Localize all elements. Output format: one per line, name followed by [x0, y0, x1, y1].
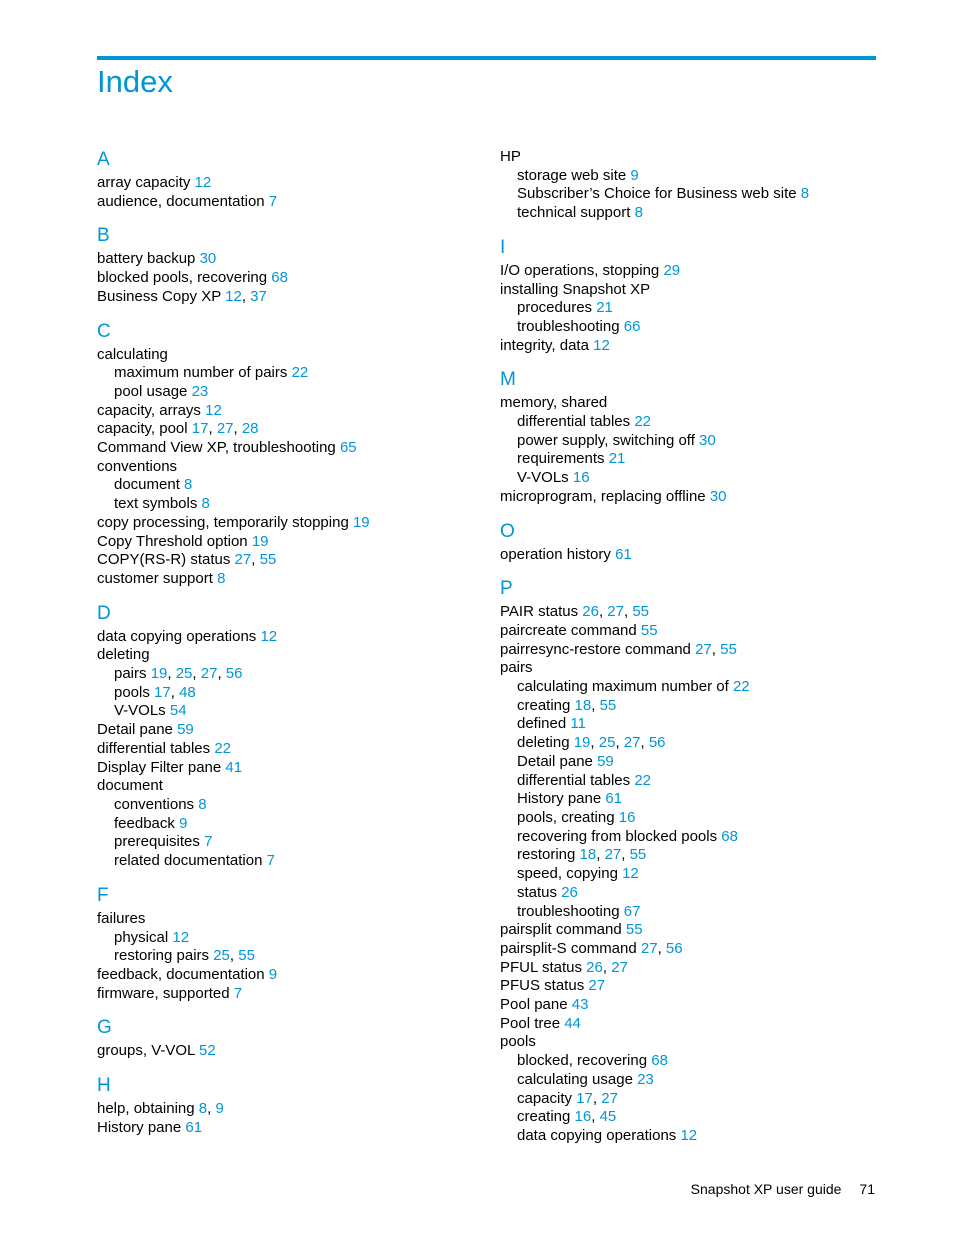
page-link[interactable]: 22: [214, 739, 231, 757]
entry-text: pairs: [114, 665, 147, 683]
page-link[interactable]: 67: [623, 902, 641, 920]
index-subentry: [500, 809, 876, 828]
index-entry: Business Copy XP 12, 37: [97, 287, 267, 305]
entry-text: status: [517, 883, 558, 901]
page-link[interactable]: 55: [720, 640, 737, 658]
entry-text: conventions: [114, 795, 195, 813]
page-link[interactable]: 68: [271, 269, 288, 287]
entry-text: calculating maximum number of: [517, 678, 729, 696]
index-entry: [97, 193, 477, 212]
page-link[interactable]: 56: [665, 939, 683, 957]
index-subentry: [97, 476, 477, 495]
entry-text: help, obtaining: [97, 1100, 195, 1118]
index-entry: help, obtaining 8, 9: [97, 1100, 224, 1118]
page-link[interactable]: 56: [648, 734, 666, 752]
page-link[interactable]: 26: [586, 958, 603, 976]
page-link[interactable]: 19: [150, 665, 168, 683]
index-entry: [97, 740, 477, 759]
entry-text: deleting: [517, 734, 570, 752]
page-link[interactable]: 26: [561, 883, 578, 901]
page-link[interactable]: 59: [597, 752, 614, 770]
index-subentry: [500, 469, 876, 488]
entry-text: feedback: [114, 814, 175, 832]
entry-text: technical support: [517, 204, 631, 222]
entry-text: Detail pane: [97, 721, 173, 739]
index-entry: [500, 1015, 876, 1034]
page-link[interactable]: 68: [721, 827, 738, 845]
entry-text: pairsplit-S command: [500, 939, 637, 957]
page-link[interactable]: 7: [204, 833, 213, 851]
section-letter: D: [97, 602, 111, 624]
section-letter: G: [97, 1017, 112, 1039]
section-letter: B: [97, 225, 110, 247]
entry-text: feedback, documentation: [97, 965, 265, 983]
index-subentry: [500, 903, 876, 922]
page-link[interactable]: 43: [571, 996, 589, 1014]
index-entry: [97, 1042, 477, 1061]
section-letter: M: [500, 369, 516, 391]
page-link[interactable]: 61: [605, 790, 623, 808]
index-entry: pairresync-restore command 27, 55: [500, 640, 737, 658]
entry-text: capacity, arrays: [97, 401, 201, 419]
index-subentry: [500, 828, 876, 847]
entry-text: pools: [114, 683, 150, 701]
page-link[interactable]: 27: [216, 420, 234, 438]
section-letter: I: [500, 236, 506, 258]
entry-text: Detail pane: [517, 752, 593, 770]
page-link[interactable]: 16: [572, 469, 590, 487]
page-link[interactable]: 54: [169, 702, 187, 720]
page-link[interactable]: 55: [640, 621, 658, 639]
entry-text: creating: [517, 696, 571, 714]
index-subentry: [97, 929, 477, 948]
page-link[interactable]: 25: [213, 947, 230, 965]
page-link[interactable]: 12: [260, 627, 278, 645]
entry-text: paircreate command: [500, 621, 637, 639]
entry-text: differential tables: [517, 771, 631, 789]
section-letter: O: [500, 520, 515, 542]
section-letter: A: [97, 149, 110, 170]
index-entry: [500, 921, 876, 940]
page-link[interactable]: 22: [732, 678, 750, 696]
page-link[interactable]: 12: [622, 865, 639, 883]
entry-text: Pool tree: [500, 1014, 561, 1032]
entry-text: memory, shared: [500, 394, 608, 412]
entry-text: speed, copying: [517, 865, 618, 883]
entry-text: array capacity: [97, 174, 191, 191]
page-link[interactable]: 9: [630, 166, 639, 184]
entry-text: text symbols: [114, 495, 198, 513]
index-entry: [97, 458, 477, 477]
page-link[interactable]: 27: [601, 1089, 618, 1107]
index-subentry: pairs 19, 25, 27, 56: [114, 665, 243, 683]
page-link[interactable]: 30: [199, 250, 217, 268]
index-entry: COPY(RS-R) status 27, 55: [97, 551, 277, 569]
page-link[interactable]: 21: [608, 450, 626, 468]
index-subentry: [500, 790, 876, 809]
index-entry: [500, 148, 876, 167]
page-link[interactable]: 44: [564, 1014, 581, 1032]
entry-text: PAIR status: [500, 603, 579, 621]
page-link[interactable]: 22: [634, 771, 651, 789]
page-link[interactable]: 27: [640, 939, 658, 957]
entry-text: copy processing, temporarily stopping: [97, 513, 349, 531]
index-entry: [500, 488, 876, 507]
index-column-right: [500, 148, 876, 1146]
entry-text: deleting: [97, 646, 150, 664]
page-link[interactable]: 7: [268, 192, 278, 210]
entry-text: pairresync-restore command: [500, 640, 691, 658]
index-entry: [500, 546, 876, 565]
page-link[interactable]: 27: [695, 640, 712, 658]
page-link[interactable]: 21: [596, 299, 613, 317]
index-subentry: [500, 299, 876, 318]
page-link[interactable]: 27: [623, 734, 641, 752]
section-letter: C: [97, 320, 111, 342]
index-column-left: [97, 148, 477, 1137]
entry-text: data copying operations: [97, 627, 257, 645]
page-link[interactable]: 61: [615, 545, 632, 563]
entry-text: pools, creating: [517, 808, 615, 826]
index-subentry: [97, 383, 477, 402]
index-subentry: [500, 884, 876, 903]
page-link[interactable]: 11: [570, 715, 586, 733]
entry-text: integrity, data: [500, 336, 589, 354]
page-footer: [691, 1180, 875, 1198]
page-link[interactable]: 9: [179, 814, 188, 832]
page-link[interactable]: 9: [215, 1100, 224, 1118]
index-subentry: creating 16, 45: [517, 1108, 617, 1126]
index-entry: [97, 250, 477, 269]
index-subentry: [500, 450, 876, 469]
entry-text: PFUL status: [500, 958, 582, 976]
page-link[interactable]: 27: [234, 551, 252, 569]
entry-text: requirements: [517, 450, 605, 468]
index-entry: [97, 269, 477, 288]
page-link[interactable]: 23: [637, 1070, 654, 1088]
index-subentry: [500, 167, 876, 186]
entry-text: Pool pane: [500, 996, 568, 1014]
page-link[interactable]: 45: [599, 1108, 617, 1126]
page-link[interactable]: 12: [593, 336, 610, 354]
index-entry: [97, 174, 477, 193]
page-link[interactable]: 52: [199, 1042, 216, 1060]
entry-text: Command View XP, troubleshooting: [97, 439, 336, 457]
entry-text: pairs: [500, 659, 533, 677]
page-link[interactable]: 55: [629, 846, 647, 864]
index-entry: [500, 394, 876, 413]
index-entry: [97, 966, 477, 985]
page-link[interactable]: 66: [623, 317, 641, 335]
entry-text: Display Filter pane: [97, 758, 222, 776]
entry-text: installing Snapshot XP: [500, 280, 651, 298]
entry-text: blocked, recovering: [517, 1052, 648, 1070]
page-link[interactable]: 12: [194, 174, 212, 191]
entry-text: creating: [517, 1108, 571, 1126]
entry-text: battery backup: [97, 250, 196, 268]
index-entry: [500, 281, 876, 300]
index-subentry: [500, 678, 876, 697]
entry-text: History pane: [97, 1118, 182, 1136]
entry-text: document: [97, 777, 163, 795]
page-link[interactable]: 55: [599, 696, 617, 714]
page-link[interactable]: 22: [291, 364, 309, 382]
entry-text: conventions: [97, 457, 178, 475]
index-subentry: [500, 865, 876, 884]
index-entry: [97, 402, 477, 421]
page-link[interactable]: 8: [201, 495, 210, 513]
index-entry: [500, 1033, 876, 1052]
page-link[interactable]: 25: [598, 734, 616, 752]
entry-text: Copy Threshold option: [97, 532, 248, 550]
header-rule: [97, 56, 876, 60]
entry-text: capacity, pool: [97, 420, 188, 438]
entry-text: storage web site: [517, 166, 627, 184]
index-entry: [500, 659, 876, 678]
entry-text: pool usage: [114, 382, 188, 400]
entry-text: restoring: [517, 846, 576, 864]
entry-text: V-VOLs: [114, 702, 166, 720]
page-title: Index: [97, 64, 173, 99]
page-link[interactable]: 27: [200, 665, 218, 683]
page-link[interactable]: 55: [238, 947, 255, 965]
page-link[interactable]: 8: [217, 569, 226, 587]
index-subentry: [97, 815, 477, 834]
index-subentry: [500, 1127, 876, 1146]
page-link[interactable]: 16: [618, 808, 636, 826]
page-link[interactable]: 27: [588, 977, 606, 995]
index-subentry: [500, 185, 876, 204]
index-entry: PAIR status 26, 27, 55: [500, 603, 650, 621]
entry-text: document: [114, 476, 180, 494]
entry-text: troubleshooting: [517, 317, 620, 335]
index-entry: [97, 533, 477, 552]
page-link[interactable]: 16: [574, 1108, 592, 1126]
entry-text: troubleshooting: [517, 902, 620, 920]
entry-text: microprogram, replacing offline: [500, 487, 706, 505]
page-link[interactable]: 8: [634, 204, 643, 222]
index-entry: [97, 777, 477, 796]
page-link[interactable]: 18: [574, 696, 592, 714]
index-entry: [500, 622, 876, 641]
page-link[interactable]: 61: [185, 1118, 203, 1136]
page-link[interactable]: 23: [191, 382, 209, 400]
index-entry: [97, 628, 477, 647]
index-entry: [97, 910, 477, 929]
entry-text: capacity: [517, 1089, 573, 1107]
index-subentry: [97, 702, 477, 721]
index-entry: [97, 570, 477, 589]
index-entry: [97, 646, 477, 665]
index-subentry: [500, 1071, 876, 1090]
entry-text: audience, documentation: [97, 192, 265, 210]
entry-text: restoring pairs: [114, 947, 210, 965]
index-entry: [97, 759, 477, 778]
entry-text: calculating usage: [517, 1070, 633, 1088]
entry-text: maximum number of pairs: [114, 364, 288, 382]
entry-text: V-VOLs: [517, 469, 569, 487]
page-link[interactable]: 7: [266, 852, 275, 870]
entry-text: COPY(RS-R) status: [97, 551, 231, 569]
index-subentry: [97, 364, 477, 383]
page-link[interactable]: 18: [579, 846, 597, 864]
index-entry: pairsplit-S command 27, 56: [500, 939, 683, 957]
entry-text: operation history: [500, 545, 611, 563]
page-link[interactable]: 30: [699, 431, 716, 449]
entry-text: related documentation: [114, 852, 263, 870]
index-entry: [97, 1119, 477, 1138]
index-entry: [500, 337, 876, 356]
entry-text: groups, V-VOL: [97, 1042, 195, 1060]
page-link[interactable]: 8: [198, 795, 207, 813]
entry-text: Business Copy XP: [97, 287, 221, 305]
page-link[interactable]: 55: [632, 603, 650, 621]
page-link[interactable]: 9: [268, 965, 278, 983]
page-link[interactable]: 59: [177, 721, 194, 739]
index-subentry: [97, 852, 477, 871]
entry-text: History pane: [517, 790, 602, 808]
page-link[interactable]: 22: [634, 413, 651, 431]
entry-text: physical: [114, 928, 169, 946]
footer-guide-title: Snapshot XP user guide: [690, 1181, 842, 1197]
page-link[interactable]: 19: [251, 532, 269, 550]
entry-text: I/O operations, stopping: [500, 261, 660, 279]
page-link[interactable]: 17: [154, 683, 171, 701]
entry-text: recovering from blocked pools: [517, 827, 718, 845]
page-link[interactable]: 17: [576, 1089, 593, 1107]
index-subentry: [500, 318, 876, 337]
entry-text: pairsplit command: [500, 921, 622, 939]
index-subentry: [500, 413, 876, 432]
index-subentry: [97, 833, 477, 852]
page-link[interactable]: 55: [625, 921, 643, 939]
index-entry: [97, 346, 477, 365]
entry-text: pools: [500, 1033, 536, 1051]
entry-text: prerequisites: [114, 833, 200, 851]
page-link[interactable]: 55: [259, 551, 277, 569]
entry-text: Subscriber’s Choice for Business web site: [517, 185, 797, 203]
index-subentry: [500, 753, 876, 772]
page-link[interactable]: 25: [175, 665, 193, 683]
entry-text: differential tables: [517, 413, 631, 431]
index-entry: PFUL status 26, 27: [500, 958, 628, 976]
index-entry: [500, 996, 876, 1015]
page-link[interactable]: 12: [172, 928, 190, 946]
index-entry: [97, 439, 477, 458]
entry-text: power supply, switching off: [517, 431, 695, 449]
index-subentry: [500, 432, 876, 451]
page-link[interactable]: 27: [611, 958, 628, 976]
index-subentry: [97, 495, 477, 514]
index-entry: capacity, pool 17, 27, 28: [97, 420, 259, 438]
entry-text: procedures: [517, 299, 593, 317]
page-link[interactable]: 8: [800, 185, 810, 203]
entry-text: differential tables: [97, 739, 211, 757]
page-link[interactable]: 12: [205, 401, 222, 419]
entry-text: customer support: [97, 569, 213, 587]
index-entry: [97, 985, 477, 1004]
index-subentry: [500, 204, 876, 223]
page-link[interactable]: 7: [233, 984, 243, 1002]
entry-text: HP: [500, 148, 521, 165]
page-link[interactable]: 48: [179, 683, 196, 701]
index-subentry: [500, 715, 876, 734]
index-subentry: restoring 18, 27, 55: [517, 846, 647, 864]
index-subentry: [500, 772, 876, 791]
index-entry: [500, 977, 876, 996]
index-subentry: capacity 17, 27: [517, 1089, 618, 1107]
page-link[interactable]: 17: [191, 420, 209, 438]
page-link[interactable]: 28: [241, 420, 259, 438]
section-letter: F: [97, 884, 109, 906]
page-link[interactable]: 8: [184, 476, 193, 494]
index-subentry: [97, 796, 477, 815]
index-subentry: creating 18, 55: [517, 696, 617, 714]
entry-text: defined: [517, 715, 567, 733]
page-link[interactable]: 27: [604, 846, 622, 864]
index-entry: [500, 262, 876, 281]
footer-page-number: 71: [859, 1181, 875, 1197]
page-link[interactable]: 65: [339, 439, 357, 457]
entry-text: data copying operations: [517, 1126, 677, 1144]
entry-text: PFUS status: [500, 977, 585, 995]
index-subentry: deleting 19, 25, 27, 56: [517, 734, 666, 752]
page-link[interactable]: 12: [680, 1126, 698, 1144]
page-link[interactable]: 56: [225, 665, 243, 683]
page-link[interactable]: 37: [250, 287, 267, 305]
index-entry: [97, 721, 477, 740]
index-subentry: pools 17, 48: [114, 683, 196, 701]
page-link[interactable]: 19: [573, 734, 591, 752]
page-link[interactable]: 8: [198, 1100, 208, 1118]
page-link[interactable]: 27: [607, 603, 624, 621]
page-link[interactable]: 12: [225, 287, 242, 305]
entry-text: failures: [97, 909, 146, 927]
entry-text: blocked pools, recovering: [97, 269, 268, 287]
page-link[interactable]: 19: [352, 513, 370, 531]
page-link[interactable]: 26: [582, 603, 599, 621]
page-link[interactable]: 41: [225, 758, 243, 776]
section-letter: P: [500, 578, 513, 600]
section-letter: H: [97, 1075, 111, 1097]
entry-text: calculating: [97, 345, 168, 363]
index-subentry: [500, 1052, 876, 1071]
page-link[interactable]: 68: [651, 1052, 668, 1070]
index-subentry: restoring pairs 25, 55: [114, 947, 255, 965]
page-link[interactable]: 30: [709, 487, 727, 505]
entry-text: firmware, supported: [97, 984, 230, 1002]
index-entry: [97, 514, 477, 533]
page-link[interactable]: 29: [663, 261, 681, 279]
